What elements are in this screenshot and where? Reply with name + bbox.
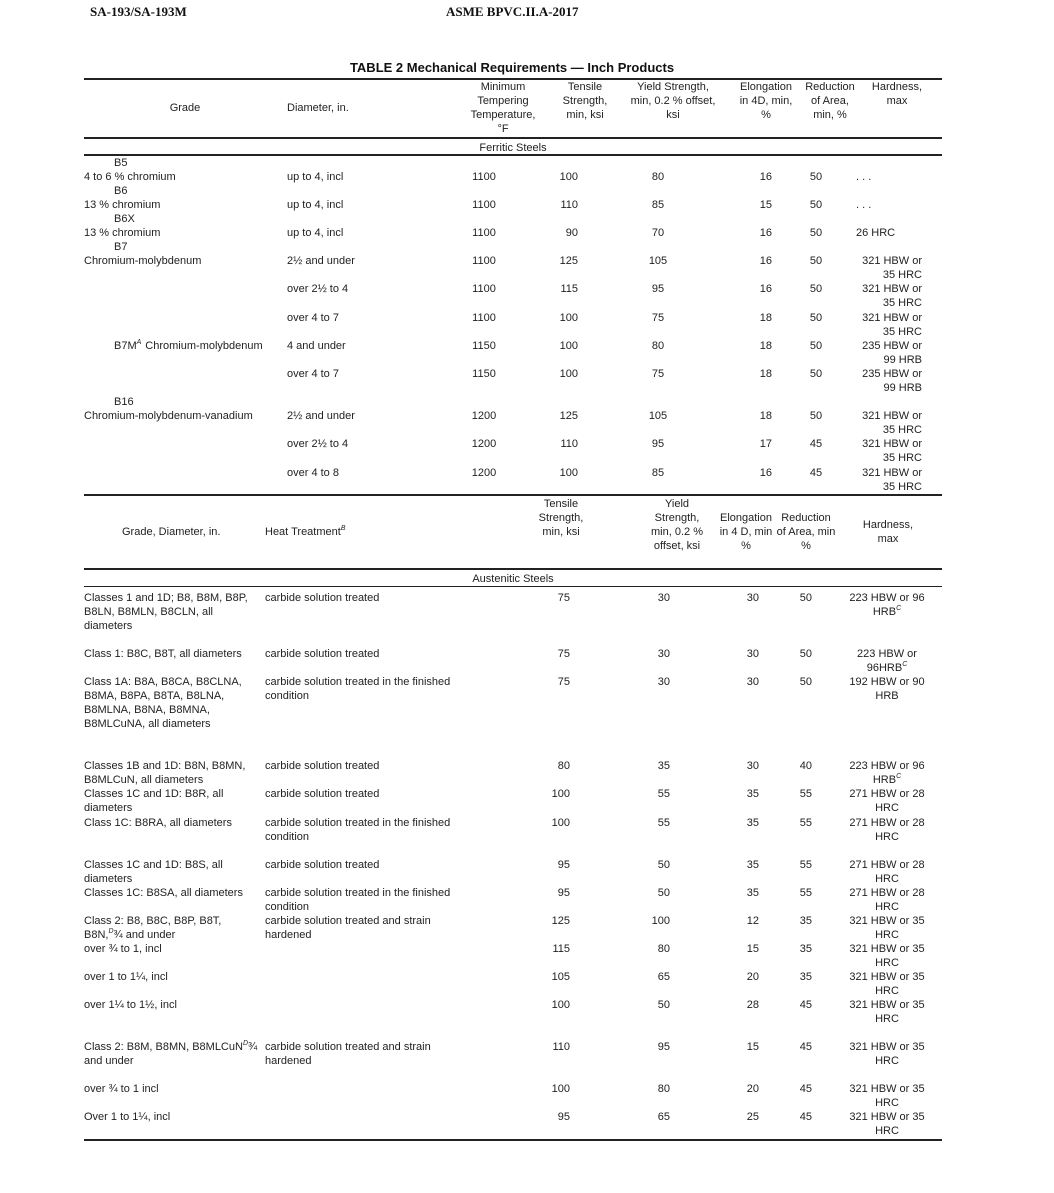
yield-cell: 95 <box>651 283 665 295</box>
hardness-cell <box>842 787 932 815</box>
elongation-cell: 15 <box>746 943 759 955</box>
diameter-cell: over 4 to 8 <box>287 467 339 479</box>
yield-cell: 95 <box>657 1041 670 1053</box>
tensile-cell: 100 <box>559 340 578 352</box>
elongation-cell: 15 <box>746 1041 759 1053</box>
grade-cell: Classes 1B and 1D: B8N, B8MN, B8MLCuN, all diameters <box>84 760 246 786</box>
yield-cell: 55 <box>657 817 670 829</box>
tensile-cell: 115 <box>552 943 570 955</box>
hardness-cell: 321 HBW or 35 HRC <box>862 255 922 281</box>
hardness-cell <box>842 1110 932 1138</box>
tensile-cell: 110 <box>552 1041 570 1053</box>
hardness-cell <box>842 886 932 914</box>
grade-cell: Classes 1C and 1D: B8S, all diameters <box>84 859 223 885</box>
yield-cell: 50 <box>657 887 670 899</box>
grade-size: ¾ and under <box>113 929 176 941</box>
section-label-ferritic: Ferritic Steels <box>479 142 547 154</box>
hardness-value: 321 HBW or 35 HRC <box>849 971 925 997</box>
austenitic-header-rule <box>84 568 942 570</box>
tensile-cell: 95 <box>557 1111 570 1123</box>
reduction-cell: 50 <box>809 227 823 239</box>
diameter-cell: 4 and under <box>287 340 346 352</box>
hardness-value: 223 HBW or 96HRB <box>857 648 917 674</box>
grade-cell: over ¾ to 1 incl <box>84 1083 159 1095</box>
reduction-cell: 35 <box>799 971 812 983</box>
footnote-marker: C <box>896 773 902 780</box>
hardness-cell <box>842 998 932 1026</box>
elongation-cell: 35 <box>746 859 759 871</box>
col-header-reduction-aus: Reduction of Area, min % <box>776 512 836 552</box>
heat-treatment-cell: carbide solution treated <box>265 859 380 871</box>
hardness-cell: 321 HBW or 35 HRC <box>862 467 922 493</box>
tensile-cell: 110 <box>560 438 578 450</box>
footnote-marker: D <box>242 1040 248 1047</box>
elongation-cell: 35 <box>746 817 759 829</box>
diameter-cell: up to 4, incl <box>287 171 344 183</box>
grade-cell: over 1¼ to 1½, incl <box>84 999 177 1011</box>
footnote-marker: C <box>902 661 908 668</box>
reduction-cell: 45 <box>799 1083 812 1095</box>
diameter-cell: up to 4, incl <box>287 199 344 211</box>
elongation-cell: 28 <box>746 999 759 1011</box>
yield-cell: 80 <box>651 171 665 183</box>
yield-cell: 105 <box>648 410 668 422</box>
grade-cell <box>84 914 260 942</box>
tensile-cell: 75 <box>557 676 570 688</box>
elongation-cell: 20 <box>746 971 759 983</box>
tempering-cell: 1200 <box>471 410 497 422</box>
elongation-cell: 30 <box>746 760 759 772</box>
diameter-cell: up to 4, incl <box>287 227 344 239</box>
tempering-cell: 1100 <box>472 199 496 211</box>
diameter-cell: over 4 to 7 <box>287 368 339 380</box>
tensile-cell: 110 <box>560 199 578 211</box>
tensile-cell: 75 <box>557 648 570 660</box>
reduction-cell: 50 <box>799 592 812 604</box>
hardness-cell <box>842 914 932 942</box>
yield-cell: 70 <box>651 227 665 239</box>
reduction-cell: 50 <box>809 199 823 211</box>
hardness-value: 321 HBW or 35 HRC <box>849 1111 925 1137</box>
elongation-cell: 30 <box>746 676 759 688</box>
elongation-cell: 16 <box>759 227 772 239</box>
tensile-cell: 100 <box>559 171 578 183</box>
grade-text: Class 2: B8M, B8MN, B8MLCuN <box>84 1041 243 1053</box>
tensile-cell: 95 <box>557 887 570 899</box>
elongation-cell: 18 <box>759 312 772 324</box>
hardness-cell: . . . <box>856 171 872 183</box>
grade-code: B6X <box>114 213 135 225</box>
grade-description: Chromium-molybdenum-vanadium <box>84 410 253 422</box>
hardness-value: 223 HBW or 96 HRB <box>849 592 925 618</box>
tempering-cell: 1100 <box>472 171 496 183</box>
hardness-value: 271 HBW or 28 HRC <box>849 859 925 885</box>
tempering-cell: 1100 <box>472 283 496 295</box>
hardness-cell <box>842 816 932 844</box>
tensile-cell: 75 <box>557 592 570 604</box>
elongation-cell: 30 <box>746 592 759 604</box>
reduction-cell: 55 <box>799 859 812 871</box>
reduction-cell: 55 <box>799 817 812 829</box>
elongation-cell: 16 <box>759 171 772 183</box>
grade-description: 4 to 6 % chromium <box>84 171 176 183</box>
tensile-cell: 115 <box>560 283 578 295</box>
reduction-cell: 35 <box>799 915 812 927</box>
reduction-cell: 50 <box>799 676 812 688</box>
tempering-cell: 1100 <box>472 227 496 239</box>
elongation-cell: 18 <box>759 340 772 352</box>
grade-cell <box>114 339 263 353</box>
elongation-cell: 30 <box>746 648 759 660</box>
elongation-cell: 16 <box>759 283 772 295</box>
elongation-cell: 20 <box>746 1083 759 1095</box>
footnote-marker: C <box>896 605 902 612</box>
hardness-cell <box>842 1040 932 1068</box>
diameter-cell: over 2½ to 4 <box>287 438 349 450</box>
yield-cell: 105 <box>648 255 668 267</box>
reduction-cell: 50 <box>809 171 823 183</box>
hardness-value: 321 HBW or 35 HRC <box>849 999 925 1025</box>
col-header-reduction: Reduction of Area, min, % <box>805 81 855 121</box>
yield-cell: 50 <box>657 859 670 871</box>
footnote-marker: D <box>108 928 114 935</box>
hardness-cell: 321 HBW or 35 HRC <box>862 283 922 309</box>
tempering-cell: 1150 <box>472 340 496 352</box>
hardness-cell <box>842 591 932 619</box>
reduction-cell: 45 <box>809 467 823 479</box>
col-header-grade: Grade <box>169 102 201 114</box>
footnote-marker: B <box>340 525 346 532</box>
section-label-austenitic: Austenitic Steels <box>472 573 554 585</box>
heat-treatment-cell: carbide solution treated <box>265 648 380 660</box>
section-rule <box>84 154 942 156</box>
grade-code: B5 <box>114 157 128 169</box>
hardness-cell: 26 HRC <box>856 227 896 239</box>
tensile-cell: 95 <box>557 859 570 871</box>
col-header-grade-diameter: Grade, Diameter, in. <box>122 526 221 538</box>
hardness-cell <box>842 1082 932 1110</box>
grade-cell: Classes 1C: B8SA, all diameters <box>84 887 243 899</box>
reduction-cell: 45 <box>799 1111 812 1123</box>
hardness-cell <box>842 970 932 998</box>
diameter-cell: 2½ and under <box>287 410 355 422</box>
col-header-diameter: Diameter, in. <box>287 102 349 114</box>
yield-cell: 50 <box>657 999 670 1011</box>
hardness-cell: . . . <box>856 199 872 211</box>
tensile-cell: 125 <box>559 410 578 422</box>
yield-cell: 80 <box>657 943 670 955</box>
grade-cell: Classes 1C and 1D: B8R, all diameters <box>84 788 224 814</box>
reduction-cell: 50 <box>809 340 823 352</box>
tempering-cell: 1100 <box>472 312 496 324</box>
yield-cell: 55 <box>657 788 670 800</box>
col-header-heat-treatment <box>265 525 346 539</box>
footnote-marker: A <box>136 339 142 346</box>
hardness-value: 321 HBW or 35 HRC <box>849 1083 925 1109</box>
hardness-cell: 321 HBW or 35 HRC <box>862 438 922 464</box>
grade-cell: Classes 1 and 1D; B8, B8M, B8P, B8LN, B8MLN, B8CLN, all diameters <box>84 592 248 632</box>
reduction-cell: 45 <box>809 438 823 450</box>
grade-cell: Class 1A: B8A, B8CA, B8CLNA, B8MA, B8PA, B8TA, B8LNA, B8MLNA, B8NA, B8MNA, B8MLCuNA, all diameters <box>84 676 242 730</box>
grade-cell: over ¾ to 1, incl <box>84 943 162 955</box>
tensile-cell: 100 <box>551 999 570 1011</box>
hardness-value: 271 HBW or 28 HRC <box>849 887 925 913</box>
reduction-cell: 50 <box>799 648 812 660</box>
elongation-cell: 18 <box>759 368 772 380</box>
heat-treatment-cell: carbide solution treated <box>265 760 380 772</box>
yield-cell: 100 <box>651 915 670 927</box>
elongation-cell: 35 <box>746 887 759 899</box>
heat-treatment-cell: carbide solution treated <box>265 592 380 604</box>
grade-code: B6 <box>114 185 128 197</box>
hardness-cell <box>842 942 932 970</box>
yield-cell: 30 <box>657 648 670 660</box>
grade-description: Chromium-molybdenum <box>84 255 202 267</box>
col-header-elongation: Elongation in 4D, min, % <box>739 81 793 121</box>
grade-cell: Class 1C: B8RA, all diameters <box>84 817 232 829</box>
reduction-cell: 45 <box>799 1041 812 1053</box>
grade-code: B16 <box>114 396 134 408</box>
austenitic-section-rule <box>84 586 942 587</box>
grade-cell: Class 1: B8C, B8T, all diameters <box>84 648 242 660</box>
hardness-cell <box>842 858 932 886</box>
heat-treatment-cell: carbide solution treated in the finished condition <box>265 887 451 913</box>
grade-description: 13 % chromium <box>84 227 161 239</box>
heat-treatment-cell: carbide solution treated in the finished condition <box>265 676 451 702</box>
tensile-cell: 125 <box>551 915 570 927</box>
tensile-cell: 100 <box>551 1083 570 1095</box>
col-header-tensile: Tensile Strength, min, ksi <box>562 81 608 121</box>
tensile-cell: 105 <box>551 971 570 983</box>
yield-cell: 80 <box>651 340 665 352</box>
hardness-value: 271 HBW or 28 HRC <box>849 788 925 814</box>
yield-cell: 95 <box>651 438 665 450</box>
elongation-cell: 35 <box>746 788 759 800</box>
col-header-hardness-aus: Hardness, max <box>862 519 914 545</box>
hardness-cell: 235 HBW or 99 HRB <box>862 340 922 366</box>
col-header-hardness: Hardness, max <box>871 81 923 107</box>
col-header-yield-aus: Yield Strength, min, 0.2 % offset, ksi <box>651 498 703 552</box>
hardness-value: 192 HBW or 90 HRB <box>849 676 925 702</box>
elongation-cell: 16 <box>759 255 772 267</box>
reduction-cell: 40 <box>799 760 812 772</box>
yield-cell: 30 <box>657 676 670 688</box>
yield-cell: 75 <box>651 368 665 380</box>
elongation-cell: 17 <box>759 438 772 450</box>
elongation-cell: 12 <box>746 915 759 927</box>
reduction-cell: 50 <box>809 312 823 324</box>
tempering-cell: 1100 <box>472 255 496 267</box>
hardness-value: 321 HBW or 35 HRC <box>849 915 925 941</box>
hardness-cell <box>842 675 932 703</box>
reduction-cell: 55 <box>799 788 812 800</box>
diameter-cell: over 4 to 7 <box>287 312 339 324</box>
yield-cell: 85 <box>651 199 665 211</box>
yield-cell: 65 <box>657 1111 670 1123</box>
tensile-cell: 100 <box>559 467 578 479</box>
col-header-tensile-aus: Tensile Strength, min, ksi <box>538 498 584 538</box>
page-header-center: ASME BPVC.II.A-2017 <box>446 4 579 19</box>
grade-code: B7M <box>114 340 137 352</box>
tempering-cell: 1200 <box>471 438 497 450</box>
heat-treatment-label: Heat Treatment <box>265 526 341 538</box>
tensile-cell: 90 <box>565 227 578 239</box>
heat-treatment-cell: carbide solution treated and strain hardened <box>265 1041 431 1067</box>
reduction-cell: 35 <box>799 943 812 955</box>
grade-cell: Over 1 to 1¼, incl <box>84 1111 171 1123</box>
hardness-value: 223 HBW or 96 HRB <box>849 760 925 786</box>
page-header-left: SA-193/SA-193M <box>90 4 187 19</box>
tensile-cell: 100 <box>551 817 570 829</box>
austenitic-top-rule <box>84 494 942 496</box>
grade-size: ¾ and under <box>84 1041 258 1067</box>
table-bottom-rule <box>84 1139 942 1141</box>
elongation-cell: 25 <box>746 1111 759 1123</box>
yield-cell: 75 <box>651 312 665 324</box>
elongation-cell: 15 <box>759 199 772 211</box>
header-rule <box>84 137 942 139</box>
tensile-cell: 80 <box>557 760 570 772</box>
hardness-cell <box>842 759 932 787</box>
yield-cell: 35 <box>657 760 670 772</box>
grade-text: Class 2: B8, B8C, B8P, B8T, B8N, <box>84 915 222 941</box>
hardness-value: 321 HBW or 35 HRC <box>849 943 925 969</box>
yield-cell: 85 <box>651 467 665 479</box>
hardness-cell: 235 HBW or 99 HRB <box>862 368 922 394</box>
diameter-cell: over 2½ to 4 <box>287 283 349 295</box>
reduction-cell: 50 <box>809 255 823 267</box>
grade-cell: over 1 to 1¼, incl <box>84 971 168 983</box>
grade-description: 13 % chromium <box>84 199 161 211</box>
yield-cell: 65 <box>657 971 670 983</box>
hardness-cell <box>842 647 932 675</box>
elongation-cell: 16 <box>759 467 772 479</box>
grade-cell <box>84 1040 260 1068</box>
yield-cell: 80 <box>657 1083 670 1095</box>
tensile-cell: 125 <box>559 255 578 267</box>
reduction-cell: 45 <box>799 999 812 1011</box>
col-header-yield: Yield Strength, min, 0.2 % offset, ksi <box>630 81 716 121</box>
yield-cell: 30 <box>657 592 670 604</box>
reduction-cell: 55 <box>799 887 812 899</box>
tempering-cell: 1150 <box>472 368 496 380</box>
tensile-cell: 100 <box>551 788 570 800</box>
tensile-cell: 100 <box>559 312 578 324</box>
col-header-tempering: Minimum Tempering Temperature, °F <box>470 81 536 135</box>
col-header-elongation-aus: Elongation in 4 D, min % <box>719 512 773 552</box>
heat-treatment-cell: carbide solution treated <box>265 788 380 800</box>
reduction-cell: 50 <box>809 410 823 422</box>
elongation-cell: 18 <box>759 410 772 422</box>
hardness-value: 271 HBW or 28 HRC <box>849 817 925 843</box>
hardness-cell: 321 HBW or 35 HRC <box>862 410 922 436</box>
tempering-cell: 1200 <box>471 467 497 479</box>
grade-code: B7 <box>114 241 128 253</box>
tensile-cell: 100 <box>559 368 578 380</box>
hardness-cell: 321 HBW or 35 HRC <box>862 312 922 338</box>
grade-description: Chromium-molybdenum <box>145 340 263 352</box>
table-title: TABLE 2 Mechanical Requirements — Inch Products <box>349 60 675 75</box>
heat-treatment-cell: carbide solution treated in the finished condition <box>265 817 451 843</box>
reduction-cell: 50 <box>809 368 823 380</box>
reduction-cell: 50 <box>809 283 823 295</box>
heat-treatment-cell: carbide solution treated and strain hardened <box>265 915 431 941</box>
diameter-cell: 2½ and under <box>287 255 355 267</box>
hardness-value: 321 HBW or 35 HRC <box>849 1041 925 1067</box>
